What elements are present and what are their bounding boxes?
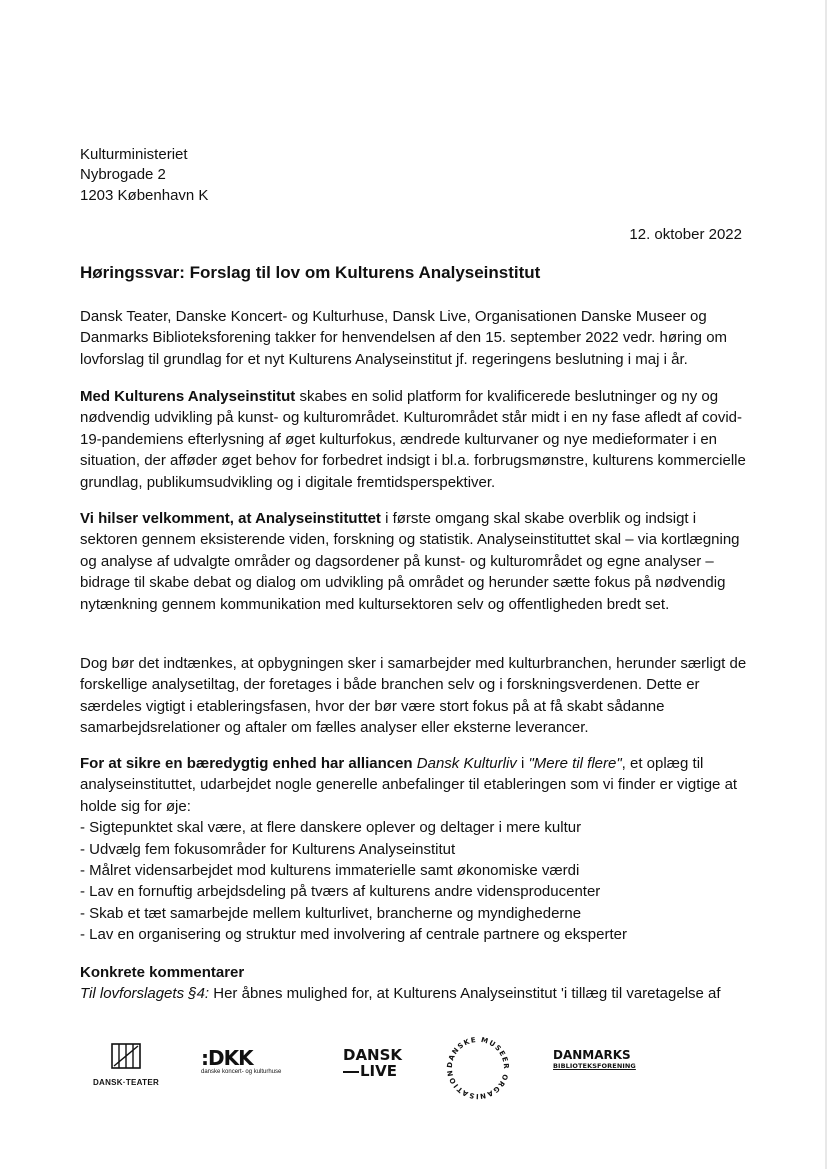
comment-reference: Til lovforslagets §4: (80, 985, 210, 1003)
recipient-city: 1203 København K (80, 186, 209, 204)
recipient-address (80, 145, 480, 206)
dansk-teater-caption: DANSK·TEATER (92, 1078, 160, 1087)
odm-ring-text: DANSKE MUSEER ORGANISATION (445, 1035, 511, 1101)
odm-ring-icon (440, 1030, 516, 1106)
paragraph-platform-body: skabes en solid platform for kvalificerede beslutninger og ny og nødvendig udvikling på kunst- og kulturområdet. Kulturområdet står midt i en ny fase afledt af covid-19-pandemiens efterlysning af øget kulturfokus, ændrede kulturvaner og nye medieformater i en situation, der afføder øget behov for forbedret indsigt i bl.a. forbrugsmønstre, kulturens kommercielle grundlag, publikumsudvikling og i digitale fremtidsperspektiver. (80, 388, 746, 491)
dansk-live-line2: LIVE (360, 1062, 397, 1080)
paragraph-platform (80, 386, 752, 493)
list-item: - Sigtepunktet skal være, at flere danskere oplever og deltager i mere kultur (80, 819, 582, 837)
recipient-name: Kulturministeriet (80, 146, 188, 163)
dansk-live-logo (343, 1048, 413, 1079)
document-title: Høringssvar: Forslag til lov om Kulturens Analyseinstitut (80, 263, 541, 282)
list-item: - Lav en fornuftig arbejdsdeling på tværs af kulturens andre vidensproducenter (80, 883, 601, 901)
list-item: - Målret vidensarbejdet mod kulturens immaterielle samt økonomiske værdi (80, 862, 580, 880)
list-item: - Udvælg fem fokusområder for Kulturens Analyseinstitut (80, 840, 456, 858)
svg-text:DANSKE MUSEER ORGANISATIONEN (440, 1030, 510, 1100)
letter-date: 12. oktober 2022 (629, 226, 742, 243)
dansk-live-underline (343, 1071, 359, 1073)
paragraph-recommendations-lead: For at sikre en bæredygtig enhed har alliancen (80, 755, 413, 772)
paragraph-welcome (80, 508, 752, 615)
dansk-live-line1: DANSK (343, 1046, 403, 1064)
list-item: - Skab et tæt samarbejde mellem kulturlivet, brancherne og myndighederne (80, 904, 582, 922)
paragraph-comments: Konkrete kommentarer Til lovforslagets §4: Her åbnes mulighed for, at Kulturens Analyseinstitut 'i tillæg til varetagelse af (80, 962, 752, 1005)
paragraph-collaboration: Dog bør det indtænkes, at opbygningen sker i samarbejder med kulturbranchen, herunder særligt de forskellige analysetiltag, der foretages i både branchen selv og i forskningsverdenen. Dette er særdeles vigtigt i etableringsfasen, hvor der bør være stort fokus på at få skabt sådanne samarbejdsrelationer og aftaler om fælles analyser eller eksterne leverancer. (80, 655, 747, 737)
dkk-logo-mark: :DKK (201, 1046, 253, 1070)
partner-logos (0, 1030, 827, 1110)
dansk-teater-mark-icon (110, 1042, 142, 1070)
recipient-street: Nybrogade 2 (80, 166, 166, 184)
list-item: - Lav en organisering og struktur med involvering af centrale partnere og eksperter (80, 926, 627, 944)
paragraph-platform-lead: Med Kulturens Analyseinstitut (80, 388, 296, 405)
paragraph-welcome-lead: Vi hilser velkomment, at Analyseinstituttet (80, 510, 381, 527)
dkk-logo-caption: danske koncert- og kulturhuse (201, 1069, 282, 1075)
paragraph-intro: Dansk Teater, Danske Koncert- og Kulturhuse, Dansk Live, Organisationen Danske Museer og Danmarks Biblioteksforening takker for henvendelsen af den 15. september 2022 vedr. høring om lovforslag til grundlag for et nyt Kulturens Analyseinstitut jf. regeringens beslutning i maj i år. (80, 308, 728, 368)
dkk-logo (201, 1048, 321, 1076)
danmarks-logo-line1: DANMARKS (553, 1048, 631, 1062)
danmarks-biblioteksforening-logo (553, 1048, 643, 1071)
danmarks-logo-line2: BIBLIOTEKSFORENING (553, 1062, 636, 1070)
odm-logo (440, 1030, 516, 1106)
report-name: "Mere til flere" (528, 755, 622, 772)
section-heading: Konkrete kommentarer (80, 964, 245, 981)
paragraph-welcome-body: i første omgang skal skabe overblik og indsigt i sektoren gennem eksisterende viden, forskning og statistik. Analyseinstituttet skal – via kortlægning og analyse af udvalgte områder og dagsordener på kunst- og kulturområdet og egne analyser – bidrage til skabe debat og dialog om udvikling på området og herunder sætte fokus på nødvendig nytænkning gennem kommunikation med kultursektoren selv og offentligheden bredt set. (80, 510, 740, 613)
paragraph-recommendations: For at sikre en bæredygtig enhed har alliancen Dansk Kulturliv i "Mere til flere", et oplæg til analyseinstituttet, udarbejdet nogle generelle anbefalinger til etableringen som vi finder er vigtige at holde sig for øje: - Sigtepunktet skal være, at flere danskere oplever og deltager i mere kultur - Udvælg fem fokusområder for Kulturens Analyseinstitut - Målret vidensarbejdet mod kulturens immaterielle samt økonomiske værdi - Lav en fornuftig arbejdsdeling på tværs af kulturens andre vidensproducenter - Skab et tæt samarbejde mellem kulturlivet, brancherne og myndighederne - Lav en organisering og struktur med involvering af centrale partnere og eksperter (80, 753, 752, 946)
alliance-name: Dansk Kulturliv (416, 755, 517, 772)
recommendation-list (80, 817, 752, 945)
dansk-teater-logo (86, 1042, 166, 1087)
